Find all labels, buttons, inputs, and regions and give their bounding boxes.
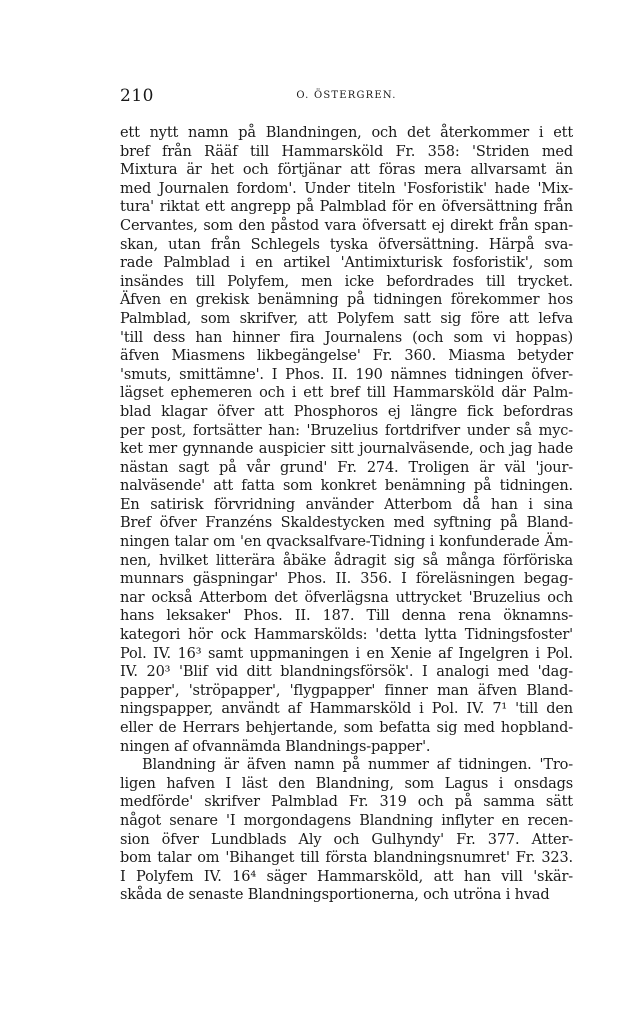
text-line: bom talar om 'Bihanget till första blandningsnumret' Fr. 323. — [120, 850, 573, 867]
text-line: nästan sagt på vår grund' Fr. 274. Troligen är väl 'jour- — [120, 459, 573, 476]
text-line: papper', 'ströpapper', 'flygpapper' finner man äfven Bland- — [120, 682, 573, 699]
text-line: ett nytt namn på Blandningen, och det återkommer i ett — [120, 125, 573, 141]
page-header — [120, 86, 573, 108]
running-head: O. ÖSTERGREN. — [296, 90, 397, 101]
text-line: tura' riktat ett angrepp på Palmblad för en öfversättning från — [120, 199, 573, 216]
text-line: lägset ephemeren och i ett bref till Hammarsköld där Palm- — [120, 385, 573, 402]
text-line: något senare 'I morgondagens Blandning inflyter en recen- — [120, 812, 573, 829]
text-line: medförde' skrifver Palmblad Fr. 319 och på samma sätt — [120, 794, 573, 811]
page-number: 210 — [120, 86, 154, 106]
text-line: Äfven en grekisk benämning på tidningen förekommer hos — [120, 292, 573, 309]
text-line: I Polyfem IV. 16⁴ säger Hammarsköld, att han vill 'skär- — [120, 868, 573, 885]
text-line: En satirisk förvridning använder Atterbom då han i sina — [120, 496, 573, 513]
text-line: ningen af ofvannämda Blandnings-papper'. — [120, 738, 431, 755]
text-line: munnars gäspningar' Phos. II. 356. I föreläsningen begag- — [120, 571, 573, 588]
text-line: äfven Miasmens likbegängelse' Fr. 360. Miasma betyder — [120, 348, 573, 365]
text-line: 'till dess han hinner fira Journalens (och som vi hoppas) — [120, 329, 573, 346]
text-line: Palmblad, som skrifver, att Polyfem satt sig före att lefva — [120, 310, 573, 327]
text-line: skan, utan från Schlegels tyska öfversättning. Härpå sva- — [120, 236, 573, 253]
text-line: Cervantes, som den påstod vara öfversatt ej direkt från span- — [120, 217, 573, 234]
text-line: IV. 20³ 'Blif vid ditt blandningsförsök'. I analogi med 'dag- — [120, 664, 573, 681]
text-line: Blandning är äfven namn på nummer af tidningen. 'Tro- — [142, 757, 573, 774]
text-line: kategori hör ock Hammarskölds: 'detta lytta Tidningsfoster' — [120, 627, 573, 644]
text-line: nen, hvilket litterära åbäke ådragit sig så många förföriska — [120, 552, 573, 569]
text-line: insändes till Polyfem, men icke befordrades till trycket. — [120, 273, 573, 290]
text-line: rade Palmblad i en artikel 'Antimixturisk fosforistik', som — [120, 255, 573, 272]
text-line: per post, fortsätter han: 'Bruzelius fortdrifver under så myc- — [120, 422, 573, 439]
text-line: hans leksaker' Phos. II. 187. Till denna rena öknamns- — [120, 608, 573, 625]
text-line: skåda de senaste Blandningsportionerna, och utröna i hvad — [120, 887, 550, 904]
text-line: Mixtura är het och förtjänar att föras mera allvarsamt än — [120, 162, 573, 179]
text-line: ningen talar om 'en qvacksalfvare-Tidning i konfunderade Äm- — [120, 534, 573, 551]
text-line: Bref öfver Franzéns Skaldestycken med syftning på Bland- — [120, 515, 573, 532]
text-line: ligen hafven I läst den Blandning, som Lagus i onsdags — [120, 775, 573, 792]
text-line: nalväsende' att fatta som konkret benämning på tidningen. — [120, 478, 573, 495]
text-line: ningspapper, användt af Hammarsköld i Pol. IV. 7¹ 'till den — [120, 701, 573, 718]
text-line: ket mer gynnande auspicier sitt journalväsende, och jag hade — [120, 441, 573, 458]
text-line: bref från Rääf till Hammarsköld Fr. 358: 'Striden med — [120, 143, 573, 160]
text-line: sion öfver Lundblads Aly och Gulhyndy' Fr. 377. Atter- — [120, 831, 573, 848]
text-line: nar också Atterbom det öfverlägsna uttrycket 'Bruzelius och — [120, 589, 573, 606]
text-line: eller de Herrars behjertande, som befatta sig med hopbland- — [120, 720, 573, 736]
text-line: med Journalen fordom'. Under titeln 'Fosforistik' hade 'Mix- — [120, 180, 573, 197]
text-line: blad klagar öfver att Phosphoros ej längre fick befordras — [120, 403, 573, 420]
text-line: 'smuts, smittämne'. I Phos. II. 190 nämnes tidningen öfver- — [120, 366, 573, 383]
text-line: Pol. IV. 16³ samt uppmaningen i en Xenie af Ingelgren i Pol. — [120, 645, 573, 662]
body-text — [120, 124, 573, 905]
